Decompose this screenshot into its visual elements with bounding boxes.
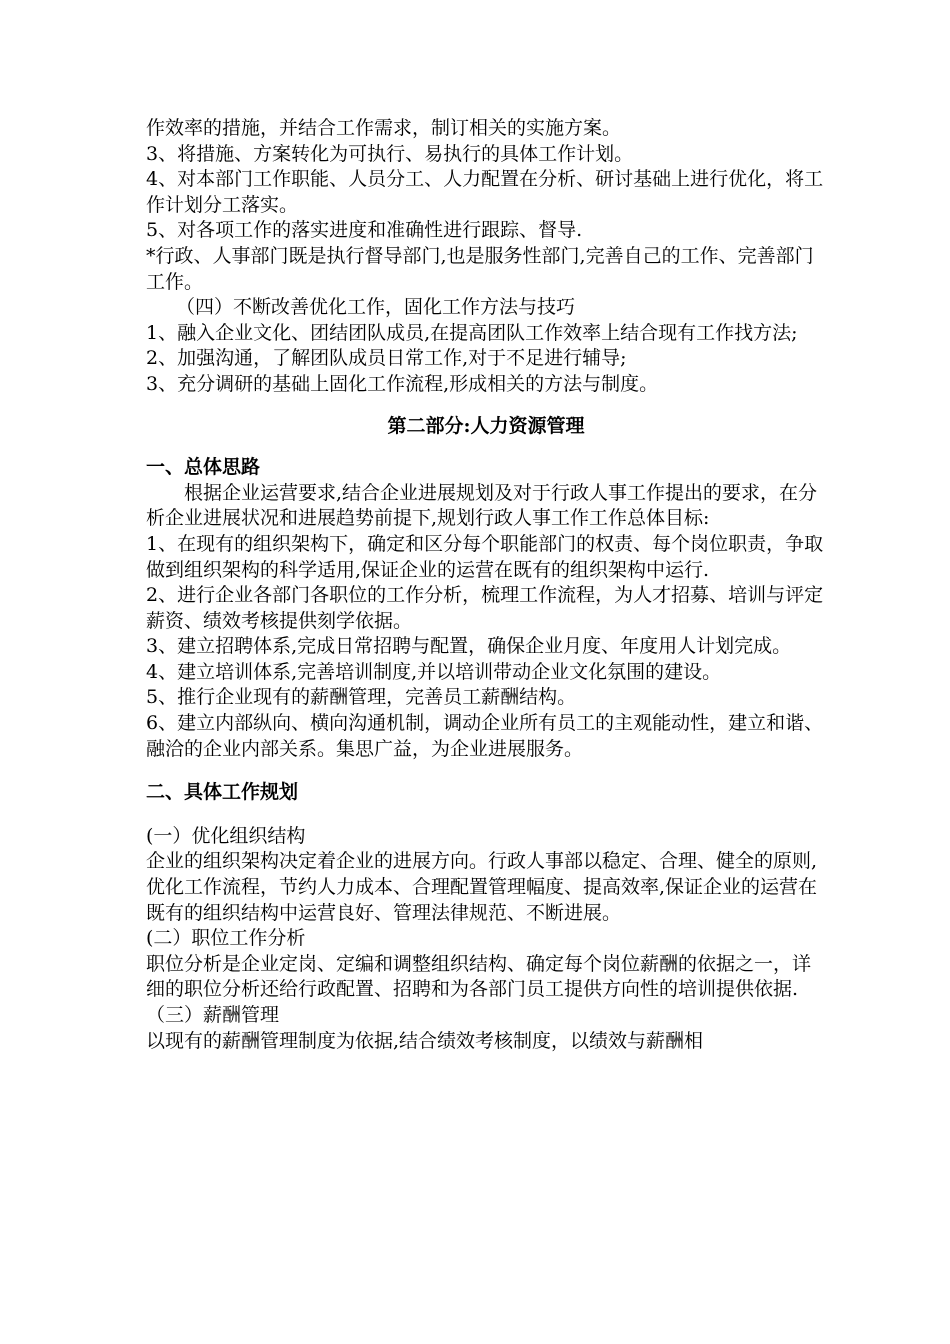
list-item: 5、对各项工作的落实进度和准确性进行跟踪、督导.: [146, 219, 583, 242]
subsection-title: (一）优化组织结构: [146, 824, 306, 847]
list-item: 5、推行企业现有的薪酬管理，完善员工薪酬结构。: [146, 686, 577, 709]
list-item: 6、建立内部纵向、横向沟通机制，调动企业所有员工的主观能动性，建立和谐、融洽的企业内部关系。集思广益，为企业进展服务。: [146, 712, 824, 760]
list-item: 3、充分调研的基础上固化工作流程,形成相关的方法与制度。: [146, 372, 659, 395]
paragraph: 根据企业运营要求,结合企业进展规划及对于行政人事工作提出的要求，在分析企业进展状况和进展趋势前提下,规划行政人事工作工作总体目标:: [146, 481, 818, 530]
list-item: 4、建立培训体系,完善培训制度,并以培训带动企业文化氛围的建设。: [146, 660, 722, 683]
list-item: 4、对本部门工作职能、人员分工、人力配置在分析、研讨基础上进行优化，将工作计划分工落实。: [146, 168, 824, 216]
list-item: 3、建立招聘体系,完成日常招聘与配置，确保企业月度、年度用人计划完成。: [146, 635, 792, 658]
subsection-title: (二）职位工作分析: [146, 927, 306, 950]
paragraph: 作效率的措施，并结合工作需求，制订相关的实施方案。: [146, 117, 622, 139]
paragraph: 以现有的薪酬管理制度为依据,结合绩效考核制度，以绩效与薪酬相: [146, 1029, 704, 1052]
document-page: [146, 116, 826, 1054]
list-item: 1、在现有的组织架构下，确定和区分每个职能部门的权责、每个岗位职责，争取做到组织架构的科学适用,保证企业的运营在既有的组织架构中运行.: [146, 532, 824, 581]
list-item: 2、加强沟通，了解团队成员日常工作,对于不足进行辅导;: [146, 347, 627, 370]
list-item: 1、融入企业文化、团结团队成员,在提高团队工作效率上结合现有工作找方法;: [146, 321, 798, 344]
subsection-title: （三）薪酬管理: [146, 1004, 280, 1026]
part-title: 第二部分:人力资源管理: [387, 414, 585, 437]
section-heading: 一、总体思路: [146, 456, 261, 479]
note-paragraph: *行政、人事部门既是执行督导部门,也是服务性部门,完善自己的工作、完善部门工作。: [146, 244, 814, 293]
list-item: 3、将措施、方案转化为可执行、易执行的具体工作计划。: [146, 142, 634, 165]
list-item: 2、进行企业各部门各职位的工作分析，梳理工作流程，为人才招募、培训与评定薪资、绩效考核提供刻学依据。: [146, 584, 824, 632]
section-heading: 二、具体工作规划: [146, 781, 299, 804]
paragraph: 职位分析是企业定岗、定编和调整组织结构、确定每个岗位薪酬的依据之一，详细的职位分析还给行政配置、招聘和为各部门员工提供方向性的培训提供依据.: [146, 952, 812, 1001]
paragraph: 企业的组织架构决定着企业的进展方向。行政人事部以稳定、合理、健全的原则,优化工作流程，节约人力成本、合理配置管理幅度、提高效率,保证企业的运营在既有的组织结构中运营良好、管理法律规范、不断进展。: [146, 850, 818, 924]
subsection-title: （四）不断改善优化工作，固化工作方法与技巧: [176, 296, 576, 319]
